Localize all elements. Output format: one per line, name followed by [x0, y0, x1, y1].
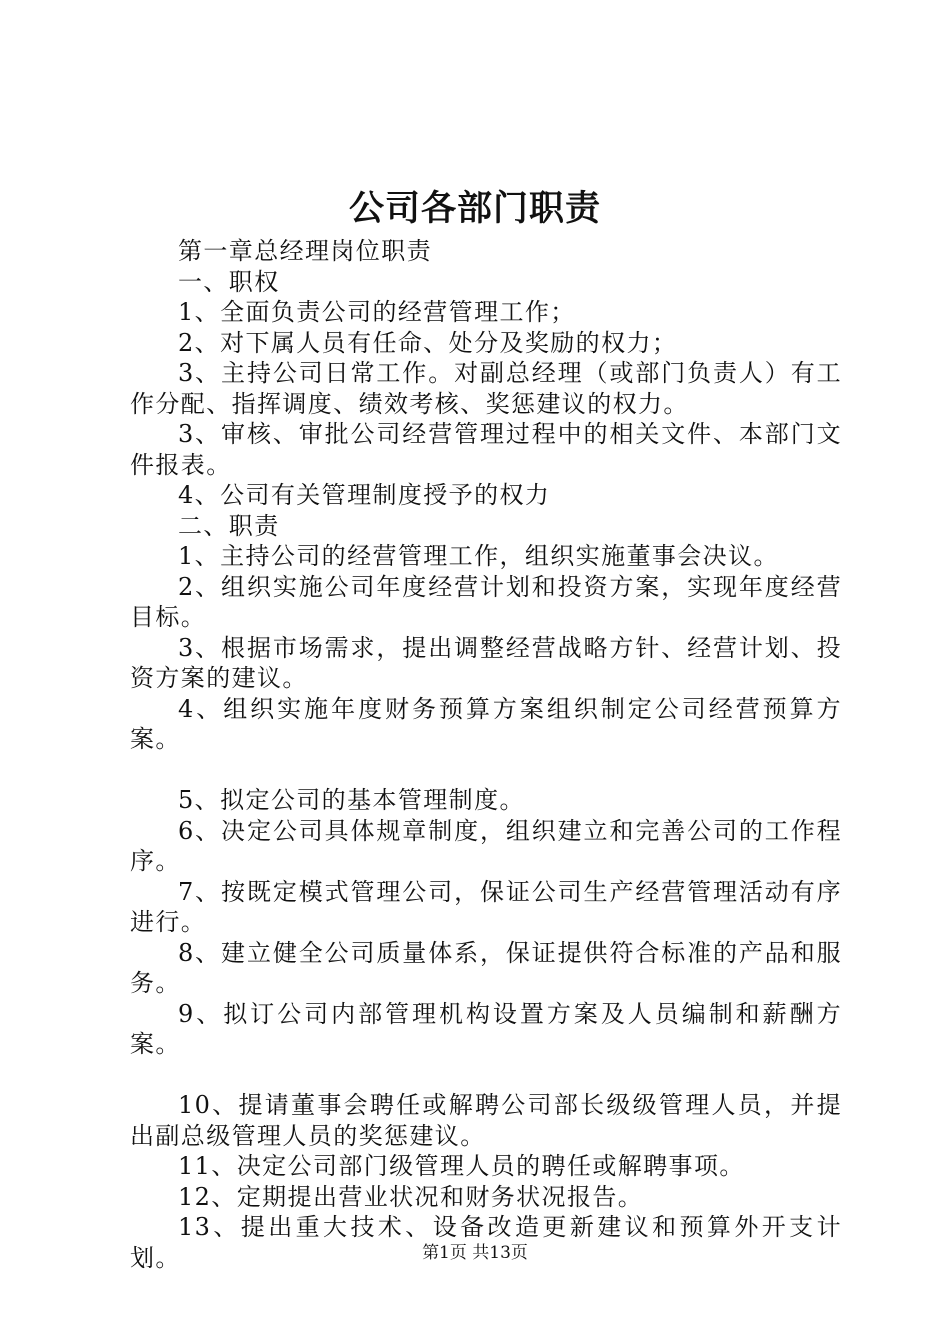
paragraph: 8、建立健全公司质量体系，保证提供符合标准的产品和服务。	[130, 938, 842, 997]
paragraph: 7、按既定模式管理公司，保证公司生产经营管理活动有序进行。	[130, 877, 842, 936]
paragraph: 4、组织实施年度财务预算方案组织制定公司经营预算方案。	[130, 694, 842, 753]
paragraph: 5、拟定公司的基本管理制度。	[178, 786, 525, 814]
paragraph: 10、提请董事会聘任或解聘公司部长级级管理人员，并提出副总级管理人员的奖惩建议。	[130, 1091, 842, 1150]
paragraph: 6、决定公司具体规章制度，组织建立和完善公司的工作程序。	[130, 816, 842, 875]
document-body	[130, 236, 842, 1273]
page-title: 公司各部门职责	[348, 189, 601, 229]
blank-line	[130, 755, 842, 786]
paragraph: 3、审核、审批公司经营管理过程中的相关文件、本部门文件报表。	[130, 420, 842, 479]
paragraph: 1、主持公司的经营管理工作，组织实施董事会决议。	[178, 542, 779, 570]
section-heading: 一、职权	[178, 267, 280, 296]
paragraph: 2、组织实施公司年度经营计划和投资方案，实现年度经营目标。	[130, 572, 842, 631]
paragraph: 3、根据市场需求，提出调整经营战略方针、经营计划、投资方案的建议。	[130, 633, 842, 692]
chapter-heading: 第一章总经理岗位职责	[178, 237, 432, 265]
paragraph: 9、拟订公司内部管理机构设置方案及人员编制和薪酬方案。	[130, 999, 842, 1058]
section-heading: 二、职责	[178, 511, 280, 540]
paragraph: 12、定期提出营业状况和财务状况报告。	[178, 1182, 644, 1211]
paragraph: 11、决定公司部门级管理人员的聘任或解聘事项。	[178, 1152, 745, 1180]
page-footer: 第1页 共13页	[422, 1243, 528, 1263]
paragraph: 2、对下属人员有任命、处分及奖励的权力；	[178, 328, 678, 357]
paragraph: 4、公司有关管理制度授予的权力	[178, 481, 551, 509]
blank-line	[130, 1060, 842, 1091]
paragraph: 13、提出重大技术、设备改造更新建议和预算外开支计划。	[130, 1213, 842, 1272]
paragraph: 3、主持公司日常工作。对副总经理（或部门负责人）有工作分配、指挥调度、绩效考核、奖惩建议的权力。	[130, 359, 842, 418]
paragraph: 1、全面负责公司的经营管理工作；	[178, 298, 576, 326]
